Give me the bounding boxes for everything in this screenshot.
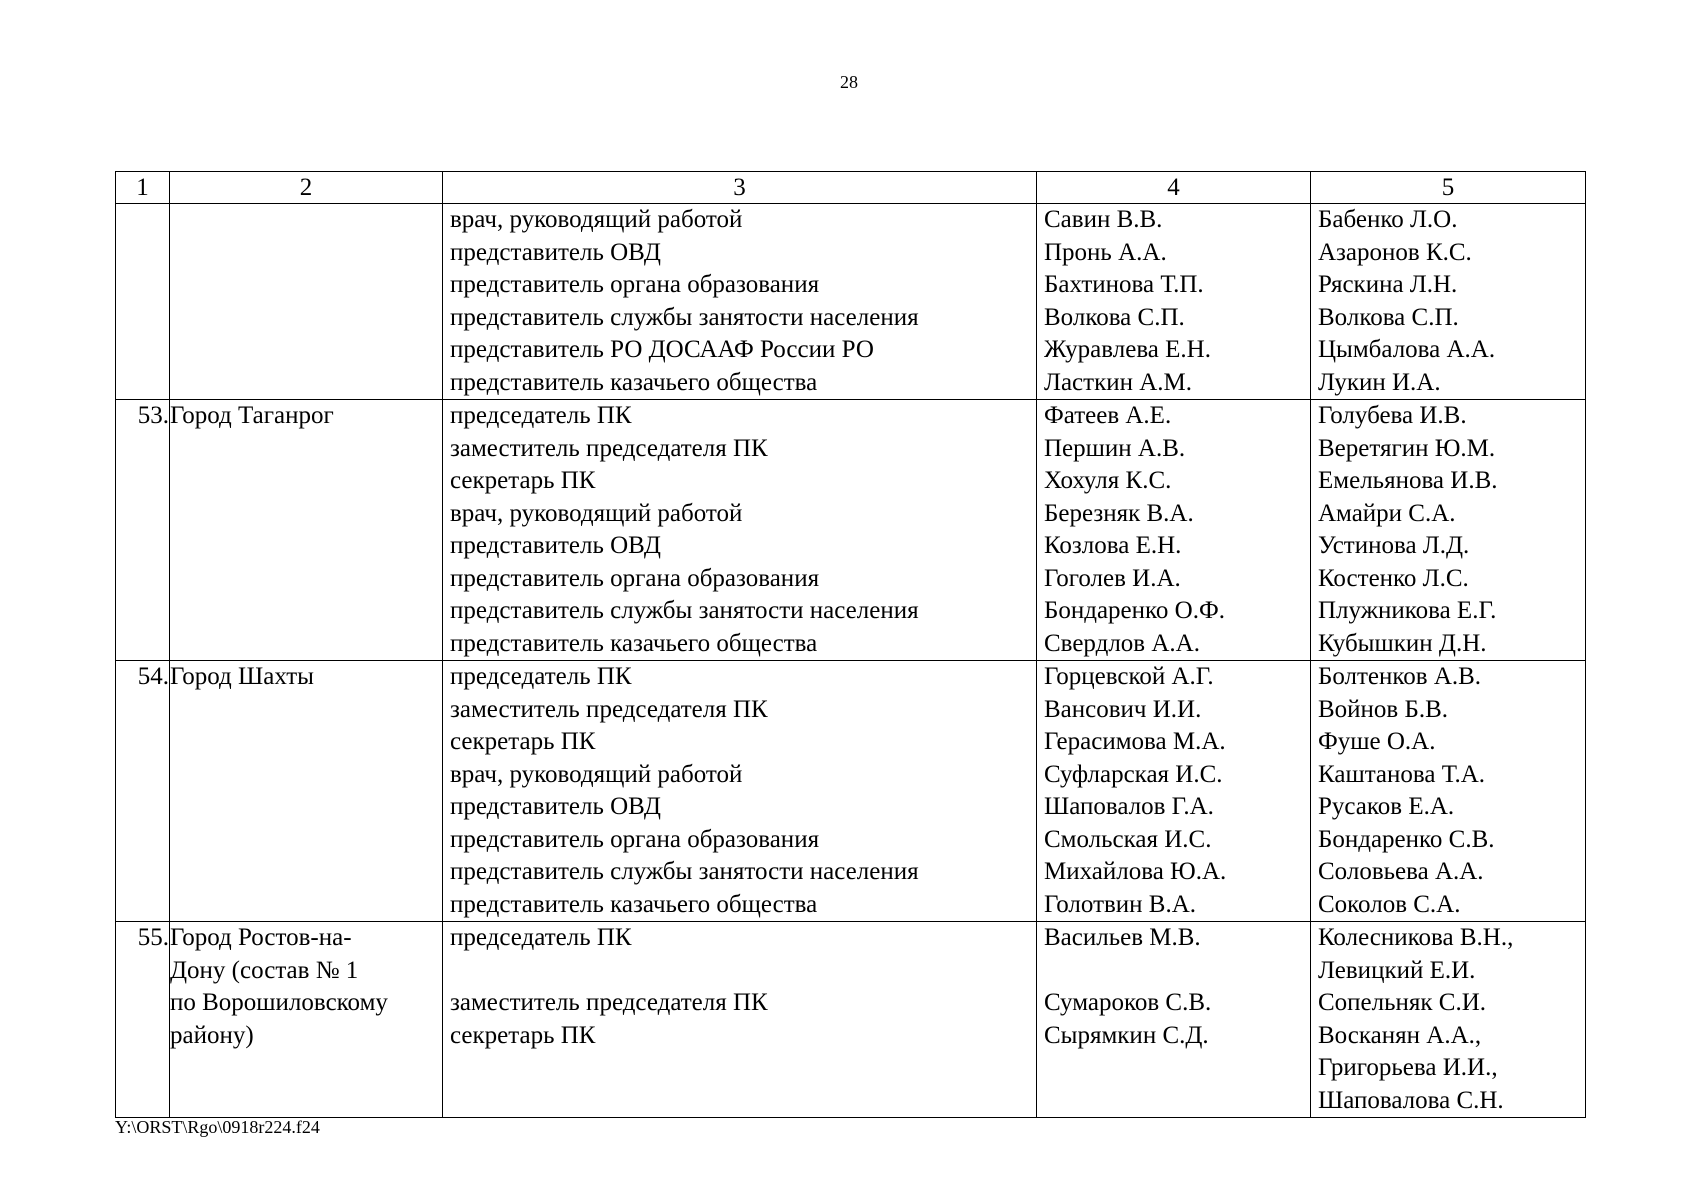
- member-name: Суфларская И.С.: [1044, 760, 1223, 788]
- municipality-name-line: Город Ростов-на-: [170, 924, 352, 951]
- reserve-name: Григорьева И.И.,: [1318, 1054, 1498, 1081]
- position-line: представитель службы занятости населения: [450, 597, 919, 624]
- member-name: Смольская И.С.: [1044, 825, 1212, 853]
- header-cell-4: 4: [1037, 172, 1311, 204]
- reserve-name: Соловьева А.А.: [1318, 858, 1484, 885]
- position-line: представитель казачьего общества: [450, 629, 818, 657]
- member-name: Савин В.В.: [1044, 206, 1163, 233]
- member-name: Васильев М.В.: [1044, 924, 1201, 951]
- member-name: Журавлева Е.Н.: [1044, 336, 1211, 363]
- position-line: председатель ПК: [450, 663, 632, 690]
- position-line: представитель органа образования: [450, 271, 820, 298]
- position-line: [443, 1085, 1036, 1118]
- member-cell: [1037, 204, 1311, 400]
- reserve-name: Сопельняк С.И.: [1318, 989, 1487, 1016]
- reserve-name: Костенко Л.С.: [1318, 564, 1469, 592]
- member-name: Бондаренко О.Ф.: [1044, 597, 1225, 624]
- reserve-cell: [1311, 204, 1586, 400]
- member-name: [1037, 1085, 1310, 1118]
- position-line: председатель ПК: [450, 402, 632, 429]
- position-line: врач, руководящий работой: [450, 206, 743, 233]
- row-number-cell: [116, 204, 170, 400]
- reserve-name: Бондаренко С.В.: [1318, 825, 1495, 853]
- position-line: представитель ОВД: [450, 532, 661, 559]
- file-path-footer: Y:\ORST\Rgo\0918r224.f24: [115, 1117, 320, 1137]
- reserve-name: Ряскина Л.Н.: [1318, 271, 1458, 298]
- member-cell: [1037, 400, 1311, 661]
- position-line: заместитель председателя ПК: [450, 989, 768, 1016]
- position-cell: [443, 400, 1037, 661]
- reserve-name: Бабенко Л.О.: [1318, 206, 1458, 233]
- reserve-name: Емельянова И.В.: [1318, 467, 1498, 494]
- member-name: Сырямкин С.Д.: [1044, 1021, 1209, 1049]
- municipality-name-line: по Ворошиловскому: [170, 989, 388, 1016]
- position-line: заместитель председателя ПК: [450, 434, 768, 462]
- reserve-name: Цымбалова А.А.: [1318, 336, 1496, 363]
- member-name: Михайлова Ю.А.: [1044, 858, 1227, 885]
- reserve-cell: [1311, 400, 1586, 661]
- reserve-name: Каштанова Т.А.: [1318, 760, 1486, 788]
- reserve-name: Соколов С.А.: [1318, 890, 1461, 918]
- municipality-cell: Город Таганрог: [170, 400, 443, 661]
- header-cell-2: 2: [170, 172, 443, 204]
- row-number-cell: 55.: [116, 922, 170, 1118]
- reserve-name: Шаповалова С.Н.: [1318, 1086, 1504, 1114]
- member-name: Пронь А.А.: [1044, 238, 1167, 266]
- position-line: представитель службы занятости населения: [450, 303, 919, 331]
- row-number-cell: 53.: [116, 400, 170, 661]
- table-row: [116, 204, 1586, 400]
- reserve-name: Плужникова Е.Г.: [1318, 597, 1497, 624]
- position-cell: [443, 922, 1037, 1118]
- header-cell-3: 3: [443, 172, 1037, 204]
- position-line: представитель органа образования: [450, 564, 820, 592]
- header-row: [116, 172, 1586, 204]
- reserve-name: Кубышкин Д.Н.: [1318, 629, 1487, 657]
- position-line: председатель ПК: [450, 924, 632, 951]
- commission-table: [115, 171, 1586, 1118]
- page-number: 28: [840, 72, 858, 92]
- reserve-name: Русаков Е.А.: [1318, 793, 1455, 820]
- reserve-cell: [1311, 922, 1586, 1118]
- position-line: секретарь ПК: [450, 1021, 596, 1049]
- reserve-name: Болтенков А.В.: [1318, 663, 1482, 690]
- municipality-name-line: району): [170, 1021, 254, 1049]
- reserve-name: Голубева И.В.: [1318, 402, 1467, 429]
- position-cell: [443, 661, 1037, 922]
- table-row: [116, 661, 1586, 922]
- position-line: врач, руководящий работой: [450, 499, 743, 527]
- header-cell-1: 1: [116, 172, 170, 204]
- member-name: Свердлов А.А.: [1044, 629, 1200, 657]
- member-name: Горцевской А.Г.: [1044, 663, 1214, 690]
- member-name: Голотвин В.А.: [1044, 890, 1197, 918]
- member-name: [1037, 1052, 1310, 1085]
- reserve-name: Левицкий Е.И.: [1318, 956, 1476, 984]
- member-name: Козлова Е.Н.: [1044, 532, 1182, 559]
- member-name: Волкова С.П.: [1044, 303, 1185, 331]
- table-body: [116, 204, 1586, 1118]
- position-line: представитель РО ДОСААФ России РО: [450, 336, 874, 363]
- reserve-name: Лукин И.А.: [1318, 368, 1441, 396]
- reserve-name: Азаронов К.С.: [1318, 238, 1472, 266]
- member-name: Бахтинова Т.П.: [1044, 271, 1204, 298]
- table-row: [116, 400, 1586, 661]
- member-name: Шаповалов Г.А.: [1044, 793, 1214, 820]
- header-cell-5: 5: [1311, 172, 1586, 204]
- position-line: секретарь ПК: [450, 467, 596, 494]
- table-row: [116, 922, 1586, 1118]
- member-cell: [1037, 661, 1311, 922]
- member-name: Гоголев И.А.: [1044, 564, 1181, 592]
- row-number-cell: 54.: [116, 661, 170, 922]
- member-cell: [1037, 922, 1311, 1118]
- position-cell: [443, 204, 1037, 400]
- municipality-cell: [170, 922, 443, 1118]
- position-line: заместитель председателя ПК: [450, 695, 768, 723]
- position-line: врач, руководящий работой: [450, 760, 743, 788]
- reserve-name: Волкова С.П.: [1318, 303, 1459, 331]
- reserve-name: Устинова Л.Д.: [1318, 532, 1470, 559]
- position-line: представитель ОВД: [450, 793, 661, 820]
- reserve-name: Колесникова В.Н.,: [1318, 924, 1514, 951]
- reserve-name: Фуше О.А.: [1318, 728, 1436, 755]
- member-name: Фатеев А.Е.: [1044, 402, 1172, 429]
- position-line: представитель органа образования: [450, 825, 820, 853]
- reserve-name: Амайри С.А.: [1318, 499, 1456, 527]
- member-name: Березняк В.А.: [1044, 499, 1194, 527]
- member-name: Вансович И.И.: [1044, 695, 1202, 723]
- position-line: представитель службы занятости населения: [450, 858, 919, 885]
- municipality-cell: [170, 204, 443, 400]
- member-name: Хохуля К.С.: [1044, 467, 1172, 494]
- position-line: представитель казачьего общества: [450, 368, 818, 396]
- municipality-cell: Город Шахты: [170, 661, 443, 922]
- position-line: секретарь ПК: [450, 728, 596, 755]
- position-line: представитель ОВД: [450, 238, 661, 266]
- municipality-name-line: Дону (состав № 1: [170, 956, 359, 984]
- position-line: [443, 1052, 1036, 1085]
- reserve-name: Веретягин Ю.М.: [1318, 434, 1496, 462]
- member-name: Герасимова М.А.: [1044, 728, 1226, 755]
- position-line: [443, 955, 1036, 988]
- member-name: Сумароков С.В.: [1044, 989, 1212, 1016]
- member-name: [1037, 955, 1310, 988]
- member-name: Ласткин А.М.: [1044, 368, 1193, 396]
- position-line: представитель казачьего общества: [450, 890, 818, 918]
- member-name: Першин А.В.: [1044, 434, 1186, 462]
- reserve-cell: [1311, 661, 1586, 922]
- reserve-name: Восканян А.А.,: [1318, 1021, 1482, 1049]
- reserve-name: Войнов Б.В.: [1318, 695, 1449, 723]
